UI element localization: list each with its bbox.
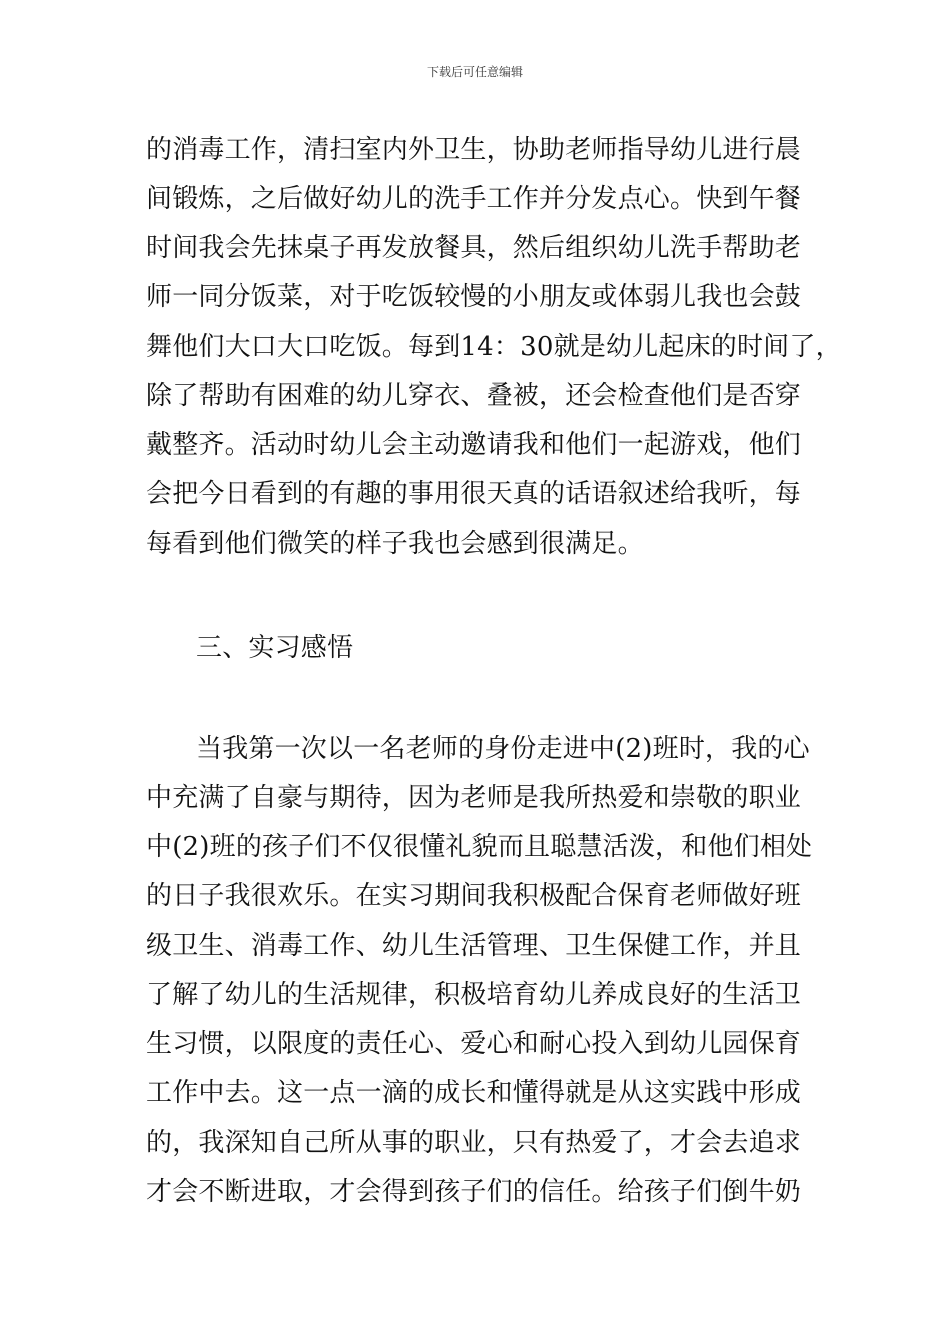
body-line: 的日子我很欢乐。在实习期间我积极配合保育老师做好班 <box>146 881 802 911</box>
body-line: 师一同分饭菜，对于吃饭较慢的小朋友或体弱儿我也会鼓 <box>146 282 802 312</box>
body-line: 工作中去。这一点一滴的成长和懂得就是从这实践中形成 <box>146 1078 802 1108</box>
body-line: 舞他们大口大口吃饭。每到14：30就是幼儿起床的时间了， <box>146 332 842 362</box>
section-heading: 三、实习感悟 <box>196 633 354 663</box>
body-line: 当我第一次以一名老师的身份走进中(2)班时，我的心 <box>196 734 810 764</box>
body-line: 除了帮助有困难的幼儿穿衣、叠被，还会检查他们是否穿 <box>146 381 802 411</box>
body-line: 的消毒工作，清扫室内外卫生，协助老师指导幼儿进行晨 <box>146 135 802 165</box>
body-line: 级卫生、消毒工作、幼儿生活管理、卫生保健工作，并且 <box>146 931 802 961</box>
body-line: 的，我深知自己所从事的职业，只有热爱了，才会去追求 <box>146 1128 802 1158</box>
body-line: 生习惯，以限度的责任心、爱心和耐心投入到幼儿园保育 <box>146 1029 802 1059</box>
body-line: 每看到他们微笑的样子我也会感到很满足。 <box>146 529 644 559</box>
page-header: 下载后可任意编辑 <box>426 65 523 79</box>
body-line: 才会不断进取，才会得到孩子们的信任。给孩子们倒牛奶 <box>146 1177 802 1207</box>
body-line: 戴整齐。活动时幼儿会主动邀请我和他们一起游戏，他们 <box>146 430 802 460</box>
body-line: 中充满了自豪与期待，因为老师是我所热爱和崇敬的职业 <box>146 783 802 813</box>
body-line: 了解了幼儿的生活规律，积极培育幼儿养成良好的生活卫 <box>146 980 802 1010</box>
body-line: 时间我会先抹桌子再发放餐具，然后组织幼儿洗手帮助老 <box>146 233 802 263</box>
body-line: 间锻炼，之后做好幼儿的洗手工作并分发点心。快到午餐 <box>146 184 802 214</box>
body-line: 会把今日看到的有趣的事用很天真的话语叙述给我听，每 <box>146 479 802 509</box>
body-line: 中(2)班的孩子们不仅很懂礼貌而且聪慧活泼，和他们相处 <box>146 832 813 862</box>
